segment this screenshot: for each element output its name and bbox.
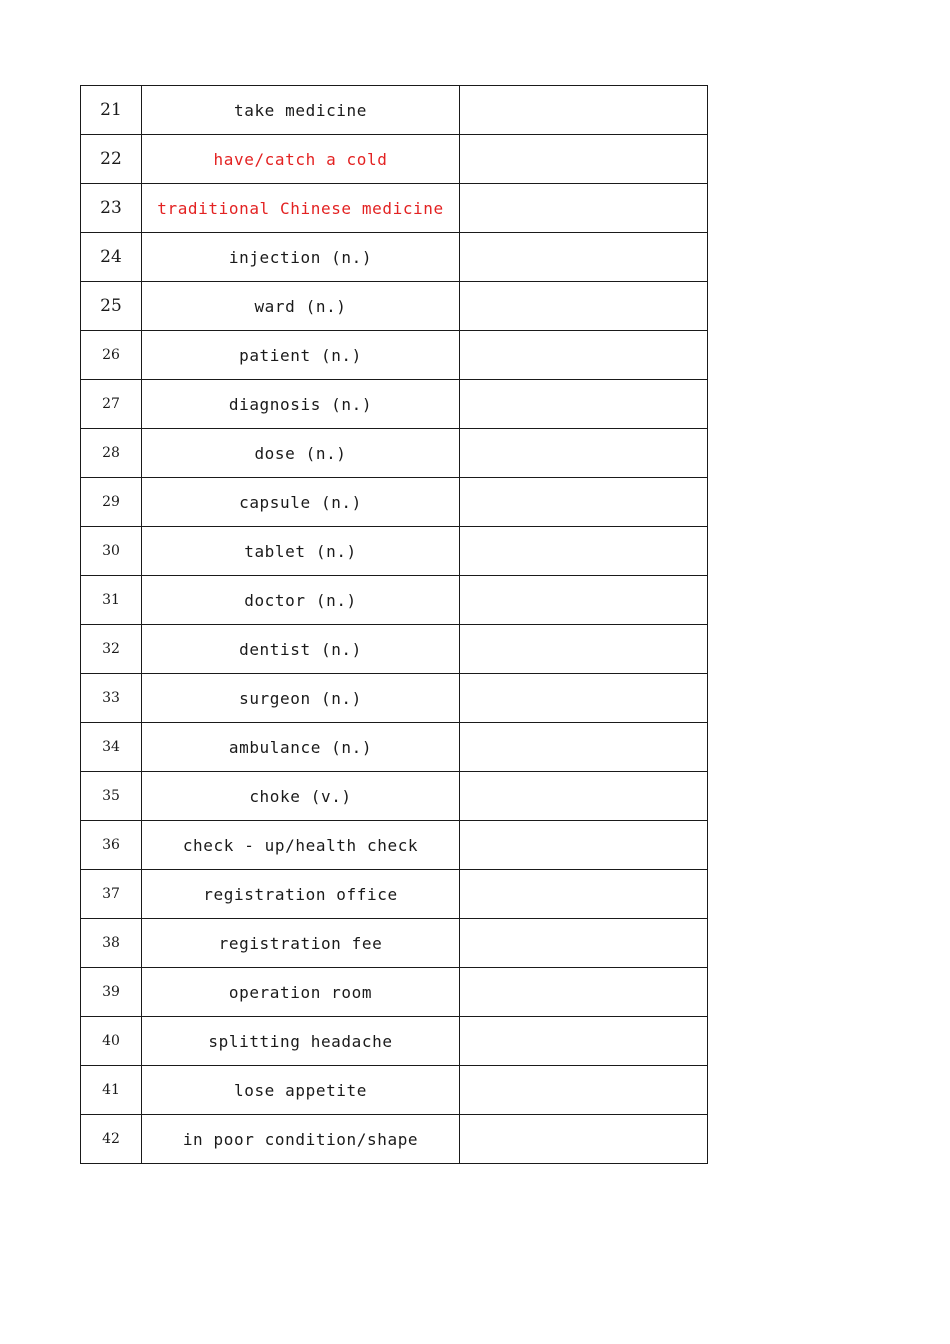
table-row — [81, 625, 708, 674]
table-row — [81, 282, 708, 331]
vocab-term: operation room — [142, 968, 460, 1017]
vocab-term: registration office — [142, 870, 460, 919]
table-row — [81, 331, 708, 380]
answer-cell[interactable] — [460, 870, 708, 919]
answer-cell[interactable] — [460, 478, 708, 527]
answer-cell[interactable] — [460, 135, 708, 184]
vocab-term: diagnosis (n.) — [142, 380, 460, 429]
answer-cell[interactable] — [460, 380, 708, 429]
vocab-term: in poor condition/shape — [142, 1115, 460, 1164]
table-row — [81, 821, 708, 870]
row-number: 38 — [81, 919, 142, 968]
table-row — [81, 429, 708, 478]
row-number: 23 — [81, 184, 142, 233]
vocab-term: lose appetite — [142, 1066, 460, 1115]
answer-cell[interactable] — [460, 625, 708, 674]
row-number: 36 — [81, 821, 142, 870]
answer-cell[interactable] — [460, 282, 708, 331]
table-row — [81, 184, 708, 233]
table-row — [81, 233, 708, 282]
table-row — [81, 86, 708, 135]
vocab-term: tablet (n.) — [142, 527, 460, 576]
table-row — [81, 478, 708, 527]
table-row — [81, 723, 708, 772]
vocab-term: dose (n.) — [142, 429, 460, 478]
row-number: 33 — [81, 674, 142, 723]
row-number: 37 — [81, 870, 142, 919]
answer-cell[interactable] — [460, 821, 708, 870]
row-number: 21 — [81, 86, 142, 135]
row-number: 34 — [81, 723, 142, 772]
table-row — [81, 1115, 708, 1164]
row-number: 35 — [81, 772, 142, 821]
answer-cell[interactable] — [460, 968, 708, 1017]
vocab-term: capsule (n.) — [142, 478, 460, 527]
answer-cell[interactable] — [460, 674, 708, 723]
table-row — [81, 968, 708, 1017]
row-number: 42 — [81, 1115, 142, 1164]
answer-cell[interactable] — [460, 772, 708, 821]
table-row — [81, 527, 708, 576]
row-number: 40 — [81, 1017, 142, 1066]
table-row — [81, 870, 708, 919]
table-row — [81, 1066, 708, 1115]
row-number: 25 — [81, 282, 142, 331]
row-number: 27 — [81, 380, 142, 429]
vocab-term: doctor (n.) — [142, 576, 460, 625]
table-row — [81, 1017, 708, 1066]
row-number: 29 — [81, 478, 142, 527]
answer-cell[interactable] — [460, 1115, 708, 1164]
vocab-term: dentist (n.) — [142, 625, 460, 674]
answer-cell[interactable] — [460, 919, 708, 968]
row-number: 22 — [81, 135, 142, 184]
table-row — [81, 772, 708, 821]
vocab-term: check - up/health check — [142, 821, 460, 870]
vocab-term: patient (n.) — [142, 331, 460, 380]
table-row — [81, 674, 708, 723]
answer-cell[interactable] — [460, 233, 708, 282]
answer-cell[interactable] — [460, 429, 708, 478]
vocab-term: traditional Chinese medicine — [142, 184, 460, 233]
answer-cell[interactable] — [460, 184, 708, 233]
vocab-term: choke (v.) — [142, 772, 460, 821]
answer-cell[interactable] — [460, 576, 708, 625]
row-number: 41 — [81, 1066, 142, 1115]
answer-cell[interactable] — [460, 1066, 708, 1115]
answer-cell[interactable] — [460, 331, 708, 380]
row-number: 39 — [81, 968, 142, 1017]
row-number: 32 — [81, 625, 142, 674]
answer-cell[interactable] — [460, 86, 708, 135]
answer-cell[interactable] — [460, 1017, 708, 1066]
row-number: 28 — [81, 429, 142, 478]
vocab-term: injection (n.) — [142, 233, 460, 282]
vocab-term: splitting headache — [142, 1017, 460, 1066]
vocabulary-table-body — [81, 86, 708, 1164]
vocab-term: surgeon (n.) — [142, 674, 460, 723]
row-number: 24 — [81, 233, 142, 282]
answer-cell[interactable] — [460, 723, 708, 772]
table-row — [81, 919, 708, 968]
table-row — [81, 135, 708, 184]
vocab-term: have/catch a cold — [142, 135, 460, 184]
vocabulary-table — [80, 85, 708, 1164]
answer-cell[interactable] — [460, 527, 708, 576]
row-number: 30 — [81, 527, 142, 576]
vocab-term: take medicine — [142, 86, 460, 135]
row-number: 26 — [81, 331, 142, 380]
table-row — [81, 576, 708, 625]
table-row — [81, 380, 708, 429]
row-number: 31 — [81, 576, 142, 625]
vocab-term: registration fee — [142, 919, 460, 968]
vocab-term: ambulance (n.) — [142, 723, 460, 772]
vocab-term: ward (n.) — [142, 282, 460, 331]
